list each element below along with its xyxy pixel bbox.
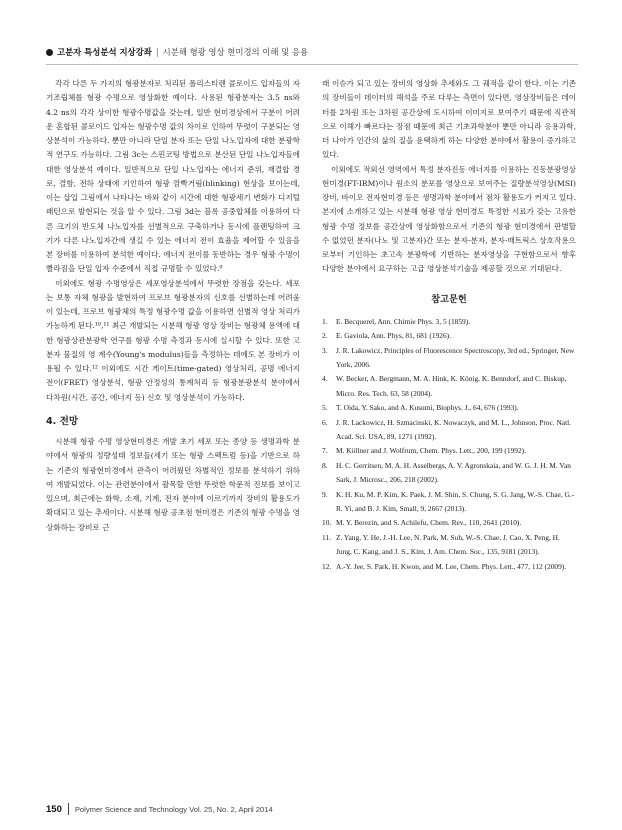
series-title: 고분자 특성분석 지상강좌 [57, 47, 152, 57]
reference-item: 2. E. Gaviola, Ann. Phys, 81, 681 (1926). [322, 331, 451, 341]
reference-item: 11. Z. Yang, Y. He, J.-H. Lee, N. Park, M. Suh, W.-S. Chae, J. Cao, X. Peng, H. Jung, C. Kang, and J. S., Kim, J. Am. Chem. Soc., 135, 9181 (2013). [322, 532, 560, 557]
reference-item: 6. J. R. Lackowicz, H. Szmacinski, K. Nowaczyk, and M. L., Johnson, Proc. Natl. Acad. Sci. USA, 89, 1271 (1992). [322, 417, 572, 441]
header-rule [46, 64, 578, 65]
bullet-icon [46, 49, 53, 56]
reference-item: 9. K. H. Ku, M. P. Kim, K. Paek, J. M. Shin, S. Chung, S. G. Jang, W.-S. Chae, G.-R. Yi, and B. J. Kim, Small, 9, 2667 (2013). [322, 489, 575, 514]
header-divider: | [155, 47, 159, 57]
body-paragraph: 이외에도 형광 수명영상은 세포영상분석에서 뚜렷한 장점을 갖는다. 세포는 보통 자체 형광을 발현하여 프로브 형광분자의 신호를 선별하는데 어려움이 있는데, 프로브 형광체의 특정 형광수명 값을 이용하면 선별적 영상 처리가 가능하게 된다.¹⁰,¹¹ 최근 개발되는 시분해 형광 영상 장비는 형광체 용액에 대한 형광상관분광학 연구를 형광 수명 측정과 동시에 실시할 수 있다. 또한 고분자 물질의 영 계수(Young's modulus)들을 측정하는 데에도 본 장비가 이용될 수 있다.¹² 이외에도 시간 게이트(time-gated) 영상처리, 공명 에너지 전이(FRET) 영상분석, 형광 안정성의 통계처리 등 형광분광분석 분야에서 다차원(시간, 공간, 에너지 등) 신호 및 영상분석이 가능하다. [46, 278, 300, 402]
references-heading: 참고문헌 [431, 293, 467, 305]
page-footer [46, 803, 273, 815]
body-paragraph: 래 이슈가 되고 있는 장비의 영상화 추세와도 그 궤적을 같이 한다. 이는 기존의 장비들이 데이터의 해석을 주로 다루는 측면이 있다면, 영상장비들은 데이터를 2차원 또는 3차원 공간상에 도시하여 이미지로 보여주기 때문에 직관적으로 이해가 빠르다는 장점 때문에 최근 기초과학분야 뿐만 아니라 응용과학, 더 나아가 인간의 삶의 질을 윤택하게 하는 다양한 분야에서 활용이 증가하고 있다. [322, 79, 576, 160]
body-paragraph: 시분해 형광 수명 영상현미경은 개발 초기 세포 또는 종양 등 생명과학 분야에서 형광의 정량성태 정보들(세기 또는 형광 스펙트럼 등)을 기반으로 하는 기존의 형광현미경에서 관측이 어려웠던 차별적인 정보를 분석하기 위하여 개발되었다. 이는 관련분야에서 괄목할 만한 뚜렷한 학문적 진보를 보이고 있으며, 최근에는 화학, 소재, 기계, 전자 분야에 이르기까지 장비의 활용도가 확대되고 있는 추세이다. 시분해 형광 공초점 현미경은 기존의 형광 수명을 영상화하는 장비로 근 [46, 437, 300, 532]
reference-item: 1. E. Becquerel, Ann. Chimie Phys. 3, 5 (1859). [322, 316, 471, 326]
article-title: 시분해 형광 영상 현미경의 이해 및 응용 [162, 47, 309, 57]
reference-item: 7. M. Köllner and J. Wolfrum, Chem. Phys. Lett., 200, 199 (1992). [322, 446, 526, 456]
reference-item: 12. A.-Y. Jee, S. Park, H. Kwon, and M. Lee, Chem. Phys. Lett., 477, 112 (2009). [322, 561, 567, 571]
reference-item: 3. J. R. Lakowicz, Principles of Fluorescence Spectroscopy, 3rd ed., Springer, New York, 2006. [322, 345, 575, 369]
right-column [322, 77, 576, 574]
page-number: 150 [46, 803, 62, 815]
body-paragraph: 각각 다른 두 가지의 형광분자로 처리된 폴리스티렌 콜로이드 입자들의 자기조립체를 형광 수명으로 영상화한 예이다. 사용된 형광분자는 3.5 ns와 4.2 ns의 각각 상이한 형광수명값을 갖는데, 일반 현미경상에서 구분이 어려운 혼합된 콜로이드 입자는 형광수명 값의 차이로 인하여 뚜렷이 구분되는 영상분석이 가능하다. 뿐만 아니라 단일 분자 또는 단일 나노입자에 대한 분광학적 연구도 가능하다. 그림 3c는 스핀코팅 방법으로 분산된 단일 나노입자들에 대한 영상분석 예이다. 일반적으로 단일 나노입자는 에너지 준위, 재결합 경로, 결함, 전하 상태에 기인하여 형광 깜빡거림(blinking) 현상을 보이는데, 이는 삽입 그림에서 나타나는 바와 같이 시간에 대한 형광세기 변화가 디지털 패턴으로 발현되는 것을 알 수 있다. 그림 3d는 블록 공중합체를 이용하여 다른 크기의 반도체 나노입자를 선별적으로 구축하거나 동시에 플랜팅하여 크기가 다른 나노입자간에 생길 수 있는 에너지 전이 효율을 제어할 수 있음을 본 장비를 이용하여 분석한 예이다. 에너지 전이를 동반하는 경우 형광 수명이 빨라짐을 단일 입자 수준에서 직접 규명할 수 있었다.⁹ [46, 79, 300, 274]
body-paragraph: 이외에도 적외선 영역에서 특정 분자진동 에너지를 이용하는 진동분광영상 현미경(FT-IRM)이나 원소의 분포를 영상으로 보여주는 질량분석영상(MSI) 장비, 바이오 전자현미경 등은 생명과학 분야에서 점차 활용도가 커지고 있다. 본지에 소개하고 있는 시분해 형광 영상 현미경도 특정한 시료가 갖는 고유한 형광 수명 정보를 공간상에 영상화함으로서 기존의 형광 현미경에서 판별할 수 없었던 분자(나노 및 고분자)간 또는 분자-분자, 분자-매트릭스 상호작용으로부터 기인하는 초고속 분광학에 기반하는 분자영상을 구현함으로서 향후 다양한 분야에서 요구하는 고급 영상분석기술을 제공할 것으로 기대된다. [322, 164, 576, 274]
footer-divider [68, 803, 69, 815]
reference-item: 8. H. C. Gerritsen, M. A. H. Asselbergs, A. V. Agronskaia, and W. G. J. H. M. Van Sark, J. Microsc., 206, 218 (2002). [322, 460, 571, 485]
journal-citation: Polymer Science and Technology Vol. 25, No. 2, April 2014 [74, 804, 273, 814]
running-header [46, 44, 578, 60]
reference-item: 5. T. Oida, Y. Sako, and A. Kusumi, Biophys. J., 64, 676 (1993). [322, 403, 519, 413]
left-column [46, 77, 300, 535]
reference-list [322, 315, 576, 574]
section-heading: 4. 전망 [46, 415, 79, 427]
reference-item: 10. M. Y. Berezin, and S. Achilefu, Chem. Rev., 110, 2641 (2010). [322, 518, 522, 528]
reference-item: 4. W. Becker, A. Bergmann, M. A. Hink, K. König, K. Benndorf, and C. Biskup, Micro. Res. Tech. 63, 58 (2004). [322, 374, 567, 398]
